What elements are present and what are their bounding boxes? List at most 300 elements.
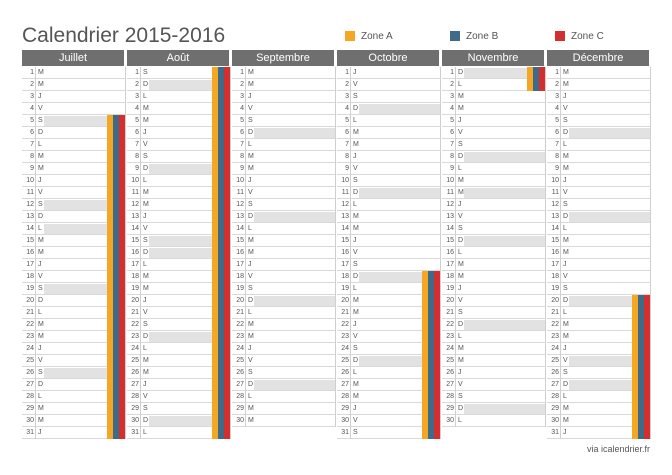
column-separator <box>125 307 126 319</box>
weekday-letter: M <box>455 343 467 355</box>
vacation-bars <box>107 175 125 187</box>
day-number: 15 <box>341 237 349 244</box>
weekday-letter: J <box>35 427 47 439</box>
vacation-bars <box>212 91 230 103</box>
column-separator <box>650 79 651 91</box>
day-row <box>547 103 651 115</box>
day-row <box>127 127 231 139</box>
vacation-bars <box>632 391 650 403</box>
column-separator <box>230 187 231 199</box>
weekend-highlight <box>464 404 545 414</box>
zone-b-swatch <box>450 31 460 41</box>
day-row <box>127 199 231 211</box>
column-separator <box>335 367 336 379</box>
weekday-letter: M <box>560 403 572 415</box>
day-number: 22 <box>551 321 559 328</box>
day-number: 12 <box>131 201 139 208</box>
day-row <box>337 187 441 199</box>
month-column <box>232 50 336 442</box>
column-separator <box>440 151 441 163</box>
column-separator <box>230 331 231 343</box>
column-separator <box>335 139 336 151</box>
weekday-letter: D <box>140 247 152 259</box>
weekday-letter: M <box>140 103 152 115</box>
day-row <box>22 151 126 163</box>
day-row <box>232 403 336 415</box>
column-separator <box>650 175 651 187</box>
day-number: 26 <box>26 369 34 376</box>
weekday-letter: V <box>560 103 572 115</box>
column-separator <box>125 199 126 211</box>
day-number: 11 <box>551 189 559 196</box>
day-number: 25 <box>131 357 139 364</box>
day-row <box>337 163 441 175</box>
weekday-letter: M <box>350 127 362 139</box>
vacation-bars <box>107 259 125 271</box>
column-separator <box>545 271 546 283</box>
day-row <box>232 307 336 319</box>
weekday-letter: L <box>35 307 47 319</box>
column-separator <box>335 391 336 403</box>
vacation-bars <box>107 127 125 139</box>
day-number: 5 <box>240 117 244 124</box>
day-row <box>337 79 441 91</box>
legend-zone-a <box>345 30 393 42</box>
day-row <box>337 415 441 427</box>
weekday-letter: M <box>560 247 572 259</box>
weekday-letter: M <box>350 295 362 307</box>
column-separator <box>650 91 651 103</box>
day-number: 20 <box>236 297 244 304</box>
day-number: 12 <box>551 201 559 208</box>
column-separator <box>125 403 126 415</box>
day-number: 3 <box>555 93 559 100</box>
day-number: 7 <box>240 141 244 148</box>
day-row <box>127 427 231 439</box>
column-separator <box>440 67 441 79</box>
weekday-letter: D <box>455 235 467 247</box>
day-number: 4 <box>135 105 139 112</box>
weekday-letter: S <box>560 199 572 211</box>
day-number: 28 <box>236 393 244 400</box>
day-number: 28 <box>341 393 349 400</box>
column-separator <box>440 427 441 439</box>
vacation-bars <box>422 319 440 331</box>
weekday-letter: S <box>560 367 572 379</box>
day-number: 7 <box>30 141 34 148</box>
weekday-letter: D <box>455 403 467 415</box>
day-row <box>232 187 336 199</box>
column-separator <box>650 163 651 175</box>
day-row <box>337 115 441 127</box>
column-separator <box>440 175 441 187</box>
day-list <box>547 67 651 439</box>
weekday-letter: M <box>35 415 47 427</box>
column-separator <box>230 163 231 175</box>
column-separator <box>125 283 126 295</box>
vacation-bars <box>422 343 440 355</box>
column-separator <box>335 403 336 415</box>
weekday-letter: V <box>455 379 467 391</box>
day-number: 8 <box>30 153 34 160</box>
weekday-letter: S <box>140 151 152 163</box>
day-row <box>232 415 336 427</box>
column-separator <box>545 403 546 415</box>
day-number: 1 <box>240 69 244 76</box>
vacation-bars <box>107 187 125 199</box>
zone-a-swatch <box>345 31 355 41</box>
day-number: 15 <box>131 237 139 244</box>
column-separator <box>230 343 231 355</box>
column-separator <box>230 115 231 127</box>
day-number: 8 <box>345 153 349 160</box>
day-number: 9 <box>240 165 244 172</box>
day-number: 1 <box>450 69 454 76</box>
weekday-letter: S <box>455 391 467 403</box>
day-number: 30 <box>131 417 139 424</box>
column-separator <box>440 379 441 391</box>
weekday-letter: V <box>350 247 362 259</box>
day-number: 31 <box>551 429 559 436</box>
column-separator <box>440 259 441 271</box>
vacation-bars <box>212 163 230 175</box>
day-number: 22 <box>236 321 244 328</box>
day-row <box>442 163 546 175</box>
day-number: 13 <box>131 213 139 220</box>
weekday-letter: S <box>245 199 257 211</box>
vacation-bars <box>632 343 650 355</box>
day-number: 14 <box>551 225 559 232</box>
day-row <box>232 103 336 115</box>
weekday-letter: L <box>455 247 467 259</box>
day-row <box>442 211 546 223</box>
column-separator <box>650 103 651 115</box>
column-separator <box>545 283 546 295</box>
day-row <box>442 307 546 319</box>
day-list <box>442 67 546 427</box>
day-row <box>127 235 231 247</box>
day-row <box>127 187 231 199</box>
day-number: 12 <box>236 201 244 208</box>
weekday-letter: D <box>455 151 467 163</box>
weekend-highlight <box>44 116 107 126</box>
day-number: 24 <box>446 345 454 352</box>
weekend-highlight <box>254 128 335 138</box>
day-row <box>337 319 441 331</box>
day-row <box>337 307 441 319</box>
weekday-letter: L <box>455 79 467 91</box>
column-separator <box>335 91 336 103</box>
zone-c-label: Zone C <box>571 30 604 42</box>
weekday-letter: J <box>350 235 362 247</box>
day-row <box>22 175 126 187</box>
day-number: 3 <box>240 93 244 100</box>
vacation-bars <box>632 355 650 367</box>
weekday-letter: J <box>140 127 152 139</box>
weekday-letter: L <box>245 139 257 151</box>
weekday-letter: J <box>455 115 467 127</box>
weekday-letter: D <box>35 127 47 139</box>
day-number: 3 <box>345 93 349 100</box>
day-number: 6 <box>555 129 559 136</box>
column-separator <box>125 175 126 187</box>
month-column <box>337 50 441 442</box>
day-list <box>22 67 126 439</box>
weekend-highlight <box>149 80 212 90</box>
day-row <box>442 199 546 211</box>
column-separator <box>125 127 126 139</box>
weekday-letter: J <box>350 403 362 415</box>
month-column <box>442 50 546 442</box>
day-row <box>337 235 441 247</box>
weekday-letter: M <box>245 331 257 343</box>
column-separator <box>440 127 441 139</box>
column-separator <box>335 103 336 115</box>
column-separator <box>650 151 651 163</box>
day-number: 24 <box>551 345 559 352</box>
weekday-letter: S <box>35 199 47 211</box>
day-number: 20 <box>341 297 349 304</box>
day-number: 25 <box>26 357 34 364</box>
vacation-bars <box>632 307 650 319</box>
day-row <box>22 139 126 151</box>
weekday-letter: L <box>350 367 362 379</box>
weekday-letter: V <box>35 103 47 115</box>
day-number: 17 <box>26 261 34 268</box>
weekday-letter: S <box>455 139 467 151</box>
day-row <box>442 343 546 355</box>
day-number: 6 <box>135 129 139 136</box>
day-row <box>337 223 441 235</box>
weekday-letter: V <box>245 103 257 115</box>
column-separator <box>545 295 546 307</box>
day-number: 28 <box>551 393 559 400</box>
day-number: 5 <box>30 117 34 124</box>
day-row <box>22 295 126 307</box>
day-row <box>442 115 546 127</box>
day-row <box>127 259 231 271</box>
column-separator <box>650 367 651 379</box>
day-row <box>22 283 126 295</box>
column-separator <box>230 199 231 211</box>
day-number: 18 <box>551 273 559 280</box>
month-header: Juillet <box>22 50 124 66</box>
weekday-letter: S <box>350 343 362 355</box>
column-separator <box>650 259 651 271</box>
day-row <box>127 343 231 355</box>
vacation-bars <box>107 211 125 223</box>
vacation-bars <box>107 223 125 235</box>
day-row <box>22 307 126 319</box>
weekday-letter: D <box>140 331 152 343</box>
day-row <box>22 115 126 127</box>
weekday-letter: M <box>245 247 257 259</box>
column-separator <box>125 427 126 439</box>
day-number: 17 <box>446 261 454 268</box>
day-number: 21 <box>26 309 34 316</box>
column-separator <box>230 379 231 391</box>
day-row <box>547 163 651 175</box>
weekend-highlight <box>44 224 107 234</box>
legend-zone-c <box>555 30 604 42</box>
day-row <box>547 139 651 151</box>
weekday-letter: J <box>560 259 572 271</box>
day-row <box>22 67 126 79</box>
column-separator <box>545 151 546 163</box>
day-number: 5 <box>555 117 559 124</box>
weekday-letter: L <box>35 391 47 403</box>
weekday-letter: L <box>560 307 572 319</box>
weekday-letter: S <box>140 319 152 331</box>
day-number: 27 <box>341 381 349 388</box>
day-number: 11 <box>341 189 349 196</box>
weekday-letter: V <box>245 187 257 199</box>
day-number: 4 <box>240 105 244 112</box>
weekend-highlight <box>464 68 527 78</box>
day-number: 22 <box>341 321 349 328</box>
weekday-letter: M <box>245 151 257 163</box>
day-number: 16 <box>131 249 139 256</box>
vacation-bars <box>632 403 650 415</box>
weekday-letter: M <box>455 271 467 283</box>
vacation-bars <box>632 379 650 391</box>
weekday-letter: M <box>560 151 572 163</box>
column-separator <box>650 427 651 439</box>
day-number: 30 <box>236 417 244 424</box>
column-separator <box>230 175 231 187</box>
vacation-bars <box>212 175 230 187</box>
weekday-letter: J <box>140 379 152 391</box>
weekday-letter: M <box>350 379 362 391</box>
weekday-letter: S <box>455 307 467 319</box>
column-separator <box>230 259 231 271</box>
day-number: 24 <box>131 345 139 352</box>
weekday-letter: V <box>35 355 47 367</box>
day-row <box>22 199 126 211</box>
day-row <box>547 391 651 403</box>
vacation-bars <box>212 355 230 367</box>
weekend-highlight <box>44 200 107 210</box>
vacation-bars <box>422 355 440 367</box>
vacation-bars <box>107 331 125 343</box>
day-row <box>22 415 126 427</box>
column-separator <box>545 391 546 403</box>
column-separator <box>650 235 651 247</box>
column-separator <box>335 199 336 211</box>
weekday-letter: S <box>350 91 362 103</box>
column-separator <box>440 319 441 331</box>
day-number: 27 <box>131 381 139 388</box>
column-separator <box>230 247 231 259</box>
day-row <box>232 367 336 379</box>
column-separator <box>335 79 336 91</box>
day-number: 14 <box>26 225 34 232</box>
day-number: 9 <box>555 165 559 172</box>
column-separator <box>650 199 651 211</box>
column-separator <box>650 271 651 283</box>
day-number: 30 <box>26 417 34 424</box>
column-separator <box>230 295 231 307</box>
day-row <box>547 379 651 391</box>
day-row <box>442 367 546 379</box>
day-row <box>547 79 651 91</box>
day-row <box>232 235 336 247</box>
day-row <box>442 103 546 115</box>
column-separator <box>230 103 231 115</box>
day-number: 25 <box>236 357 244 364</box>
weekday-letter: L <box>140 427 152 439</box>
day-number: 20 <box>26 297 34 304</box>
vacation-bars <box>212 235 230 247</box>
weekday-letter: J <box>560 427 572 439</box>
day-row <box>442 91 546 103</box>
weekday-letter: J <box>560 91 572 103</box>
weekday-letter: L <box>455 163 467 175</box>
day-number: 30 <box>551 417 559 424</box>
column-separator <box>125 235 126 247</box>
day-row <box>127 103 231 115</box>
column-separator <box>650 319 651 331</box>
day-row <box>22 343 126 355</box>
day-row <box>232 175 336 187</box>
day-number: 11 <box>131 189 139 196</box>
column-separator <box>650 415 651 427</box>
weekend-highlight <box>359 188 440 198</box>
day-number: 10 <box>446 177 454 184</box>
weekday-letter: M <box>35 319 47 331</box>
vacation-bars <box>107 163 125 175</box>
day-number: 2 <box>240 81 244 88</box>
month-column <box>22 50 126 442</box>
vacation-bars <box>107 199 125 211</box>
column-separator <box>440 343 441 355</box>
weekday-letter: D <box>245 127 257 139</box>
weekend-highlight <box>464 320 545 330</box>
vacation-bars <box>632 427 650 439</box>
day-number: 4 <box>555 105 559 112</box>
vacation-bars <box>212 343 230 355</box>
day-row <box>337 199 441 211</box>
vacation-bars <box>212 151 230 163</box>
weekday-letter: L <box>140 91 152 103</box>
day-row <box>22 91 126 103</box>
weekday-letter: M <box>560 319 572 331</box>
weekday-letter: J <box>35 259 47 271</box>
day-row <box>547 259 651 271</box>
column-separator <box>650 67 651 79</box>
day-row <box>127 211 231 223</box>
day-number: 2 <box>30 81 34 88</box>
vacation-bars <box>212 79 230 91</box>
day-number: 3 <box>450 93 454 100</box>
column-separator <box>545 91 546 103</box>
day-row <box>547 355 651 367</box>
weekday-letter: J <box>35 343 47 355</box>
day-row <box>127 91 231 103</box>
day-number: 15 <box>26 237 34 244</box>
day-number: 19 <box>236 285 244 292</box>
column-separator <box>230 67 231 79</box>
vacation-bars <box>422 415 440 427</box>
day-row <box>232 343 336 355</box>
weekday-letter: V <box>455 211 467 223</box>
day-row <box>127 79 231 91</box>
weekday-letter: L <box>350 283 362 295</box>
day-row <box>127 355 231 367</box>
vacation-bars <box>527 67 545 79</box>
day-number: 18 <box>26 273 34 280</box>
day-number: 31 <box>131 429 139 436</box>
